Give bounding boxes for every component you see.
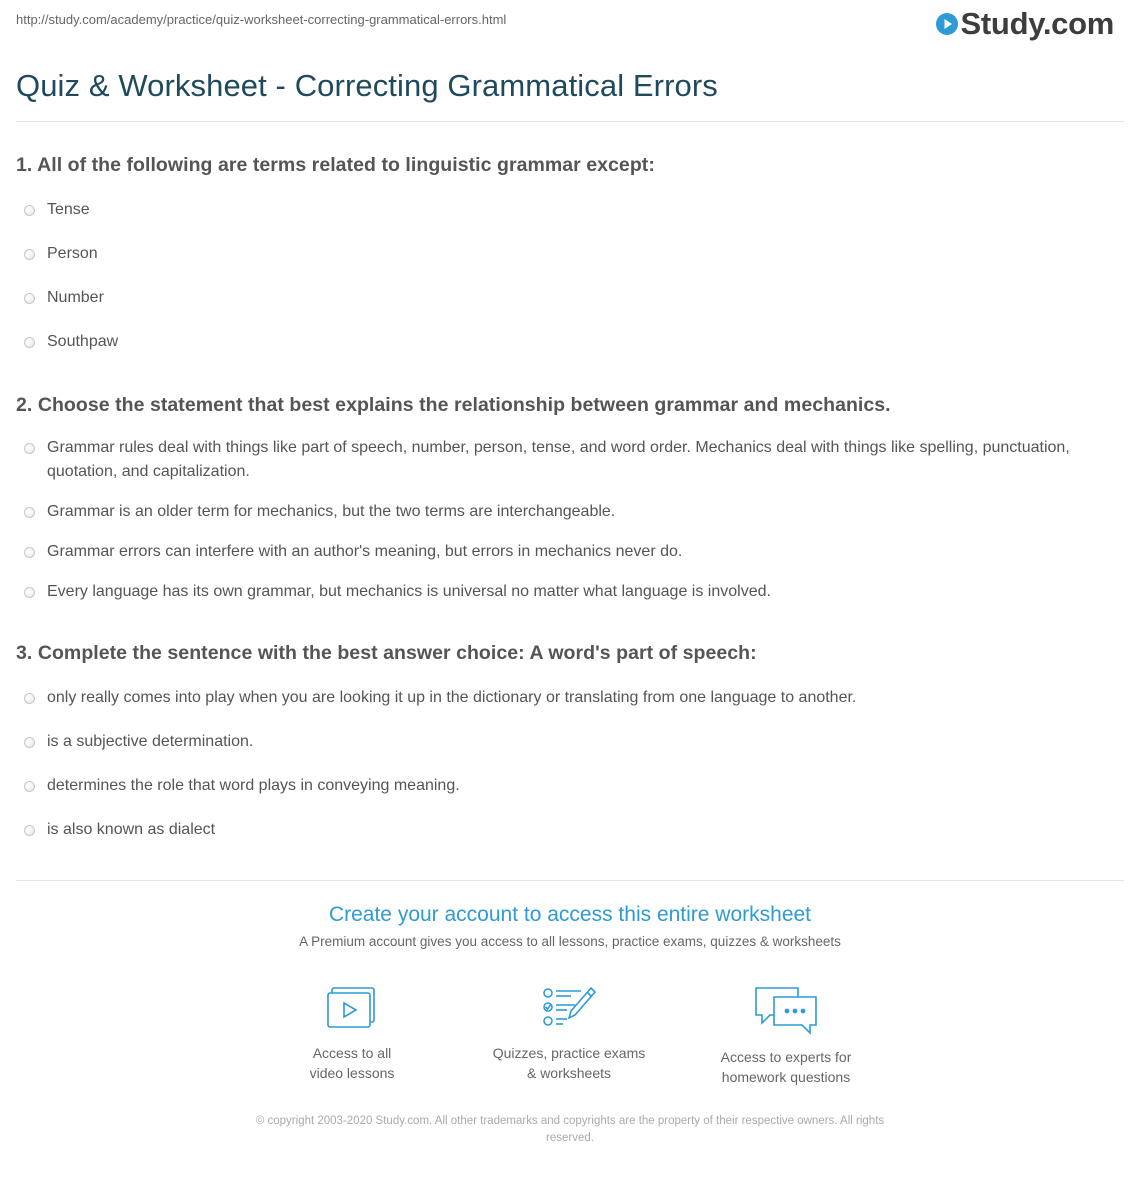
radio-button[interactable] xyxy=(24,293,35,304)
feature-label-line: & worksheets xyxy=(526,1065,612,1081)
answer-option[interactable] xyxy=(24,730,253,754)
feature-label-line: Quizzes, practice exams xyxy=(492,1045,646,1061)
question-3 xyxy=(16,642,1124,665)
radio-button[interactable] xyxy=(24,825,35,836)
option-label: Every language has its own grammar, but mechanics is universal no matter what language is involved. xyxy=(47,583,771,600)
option-label: Grammar is an older term for mechanics, but the two terms are interchangeable. xyxy=(47,503,616,520)
radio-button[interactable] xyxy=(24,547,35,558)
feature-label-line: Access to all xyxy=(312,1045,392,1061)
copyright-line: reserved. xyxy=(546,1132,594,1144)
radio-button[interactable] xyxy=(24,249,35,260)
question-text: 2. Choose the statement that best explains the relationship between grammar and mechanics. xyxy=(16,394,891,416)
option-label: is also known as dialect xyxy=(47,821,216,838)
create-account-link[interactable]: Create your account to access this entire worksheet xyxy=(328,903,812,926)
answer-option[interactable] xyxy=(24,580,771,604)
radio-button[interactable] xyxy=(24,205,35,216)
answer-option[interactable] xyxy=(24,540,682,564)
divider xyxy=(16,880,1124,881)
question-2 xyxy=(16,394,1124,417)
answer-option[interactable] xyxy=(24,818,215,842)
radio-button[interactable] xyxy=(24,587,35,598)
feature-quizzes xyxy=(479,985,659,1083)
copyright-notice xyxy=(210,1113,930,1147)
radio-button[interactable] xyxy=(24,443,35,454)
option-label: Grammar rules deal with things like part of speech, number, person, tense, and word order. Mechanics deal with things like spelling, punctuation, quotation, and capitalization. xyxy=(47,439,1070,480)
feature-label-line: homework questions xyxy=(721,1069,851,1085)
play-logo-icon xyxy=(936,13,958,35)
radio-button[interactable] xyxy=(24,781,35,792)
question-text: 3. Complete the sentence with the best answer choice: A word's part of speech: xyxy=(16,642,757,664)
logo-text: Study.com xyxy=(960,6,1114,41)
option-label: Number xyxy=(47,289,104,306)
feature-label-line: video lessons xyxy=(309,1065,395,1081)
premium-description: A Premium account gives you access to all lessons, practice exams, quizzes & worksheets xyxy=(299,934,841,949)
study-logo[interactable] xyxy=(936,6,1114,42)
answer-option[interactable] xyxy=(24,330,118,354)
question-text: 1. All of the following are terms related to linguistic grammar except: xyxy=(16,154,655,176)
question-1 xyxy=(16,154,1124,177)
answer-option[interactable] xyxy=(24,500,615,524)
answer-option[interactable] xyxy=(24,242,98,266)
option-label: Grammar errors can interfere with an author's meaning, but errors in mechanics never do. xyxy=(47,543,683,560)
feature-video-lessons xyxy=(262,985,442,1083)
option-label: Tense xyxy=(47,201,90,218)
option-label: Southpaw xyxy=(47,333,119,350)
radio-button[interactable] xyxy=(24,337,35,348)
page-title: Quiz & Worksheet - Correcting Grammatical Errors xyxy=(16,68,718,103)
answer-option[interactable] xyxy=(24,686,856,710)
radio-button[interactable] xyxy=(24,693,35,704)
option-label: only really comes into play when you are looking it up in the dictionary or translating from one language to another. xyxy=(47,689,857,706)
answer-option[interactable] xyxy=(24,286,104,310)
copyright-line: © copyright 2003-2020 Study.com. All other trademarks and copyrights are the property of their respective owners. All rights xyxy=(255,1115,885,1127)
feature-label-line: Access to experts for xyxy=(720,1049,852,1065)
option-label: Person xyxy=(47,245,98,262)
expert-chat-icon xyxy=(754,985,818,1035)
radio-button[interactable] xyxy=(24,737,35,748)
answer-option[interactable] xyxy=(24,774,460,798)
feature-experts xyxy=(696,985,876,1087)
answer-option[interactable] xyxy=(24,198,90,222)
answer-option[interactable] xyxy=(24,436,1087,484)
video-lesson-icon xyxy=(326,985,378,1031)
option-label: determines the role that word plays in conveying meaning. xyxy=(47,777,460,794)
divider xyxy=(16,121,1124,122)
option-label: is a subjective determination. xyxy=(47,733,254,750)
radio-button[interactable] xyxy=(24,507,35,518)
page-url: http://study.com/academy/practice/quiz-worksheet-correcting-grammatical-errors.html xyxy=(16,12,507,27)
quiz-checklist-icon xyxy=(541,985,597,1031)
